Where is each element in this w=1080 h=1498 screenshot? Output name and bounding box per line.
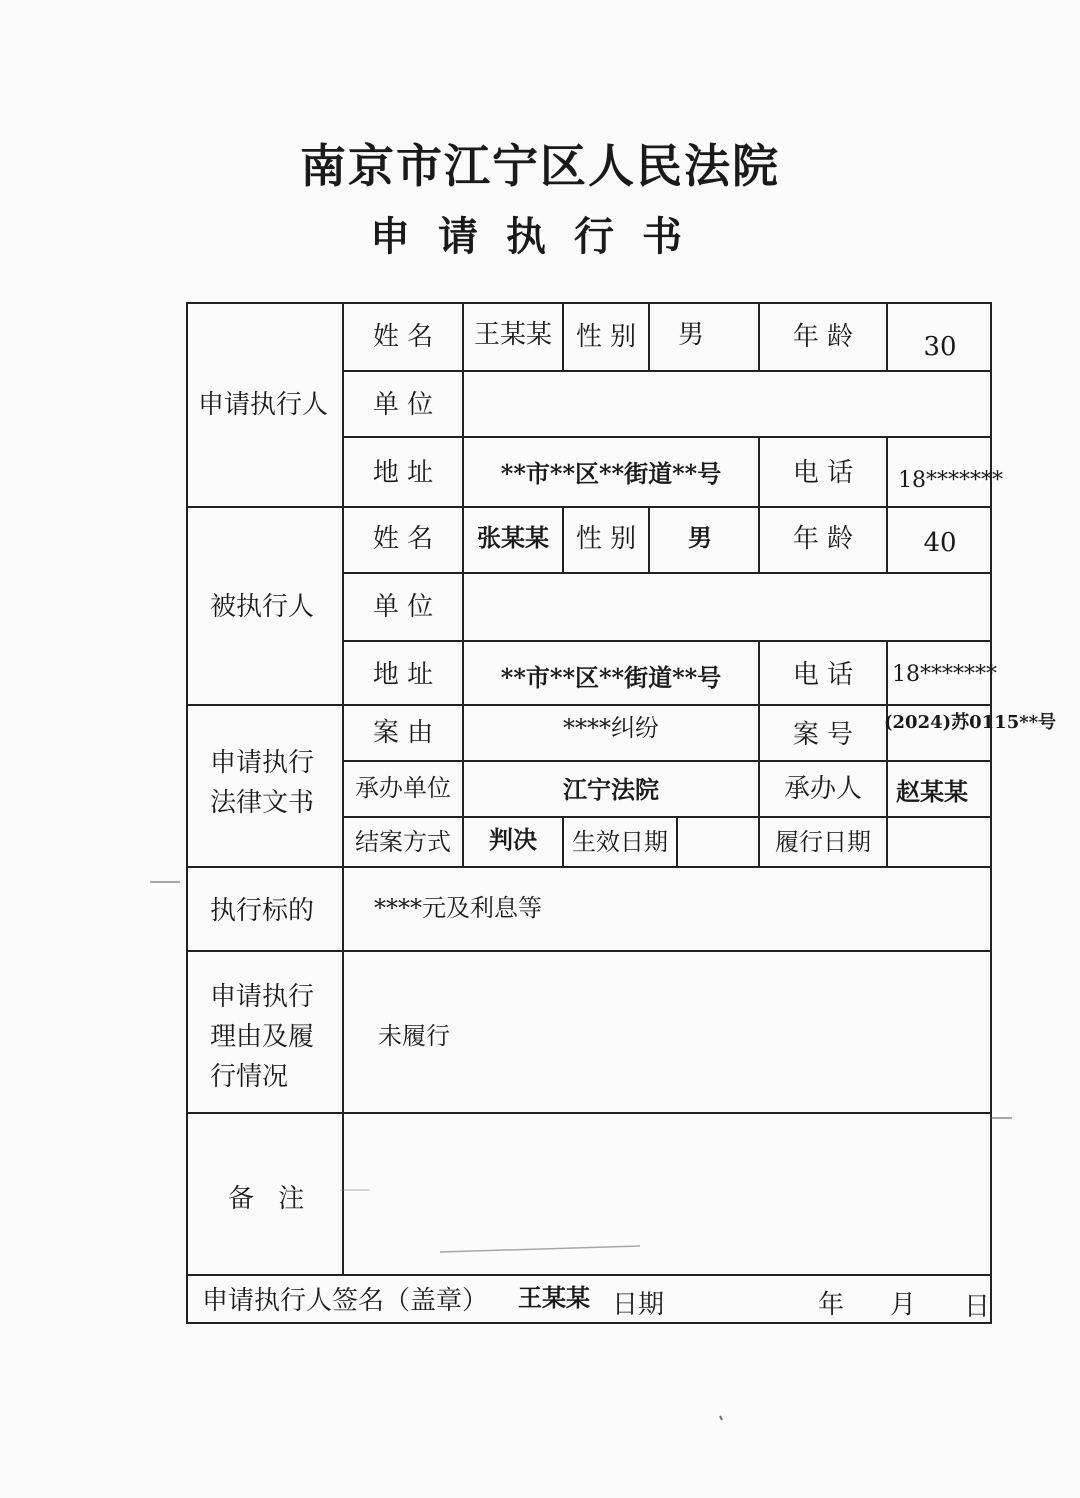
case-number: (2024)苏0115**号: [884, 712, 1057, 733]
applicant-address-label: 地 址: [372, 458, 434, 488]
applicant-name-label: 姓 名: [372, 322, 434, 352]
signature-date-label: 日期: [612, 1290, 665, 1320]
applicant-sex-label: 性 别: [575, 322, 637, 352]
closing-method-label: 结案方式: [355, 828, 451, 856]
applicant-sex: 男: [678, 320, 705, 350]
remark-label: 备 注: [228, 1184, 313, 1214]
applicant-age: 30: [923, 332, 957, 362]
reason-label-3: 行情况: [210, 1062, 289, 1092]
applicant-phone: 18*******: [898, 468, 1003, 493]
signature-name: 王某某: [518, 1283, 590, 1312]
reason-label-2: 理由及履: [210, 1022, 315, 1052]
case-cause-label: 案 由: [372, 718, 434, 748]
applicant-section-label: 申请执行人: [198, 390, 329, 420]
respondent-name: 张某某: [477, 523, 549, 552]
applicant-name: 王某某: [473, 320, 552, 350]
handler: 赵某某: [896, 777, 968, 806]
respondent-phone-label: 电 话: [792, 660, 854, 690]
subject-label: 执行标的: [210, 896, 315, 926]
reason-label-1: 申请执行: [210, 982, 315, 1012]
respondent-phone: 18*******: [892, 662, 997, 687]
respondent-address: **市**区**街道**号: [500, 663, 722, 692]
signature-day: 日: [964, 1292, 991, 1322]
effective-date-label: 生效日期: [572, 828, 668, 856]
respondent-age-label: 年 龄: [792, 524, 854, 554]
subject-value: ****元及利息等: [374, 894, 542, 922]
respondent-section-label: 被执行人: [210, 592, 315, 622]
court-title: 南京市江宁区人民法院: [300, 139, 780, 193]
perform-date-label: 履行日期: [775, 828, 871, 856]
applicant-phone-label: 电 话: [792, 458, 854, 488]
legal-doc-section-label-1: 申请执行: [210, 748, 315, 778]
respondent-address-label: 地 址: [372, 660, 434, 690]
respondent-sex: 男: [688, 523, 712, 552]
closing-method: 判决: [489, 825, 537, 854]
respondent-age: 40: [923, 528, 957, 558]
respondent-unit-label: 单 位: [372, 592, 434, 622]
applicant-age-label: 年 龄: [792, 322, 854, 352]
legal-doc-section-label-2: 法律文书: [210, 788, 315, 818]
handling-unit-label: 承办单位: [355, 774, 451, 802]
signature-year: 年: [818, 1290, 845, 1320]
signature-month: 月: [890, 1290, 917, 1320]
respondent-sex-label: 性 别: [575, 524, 637, 554]
case-cause: ****纠纷: [563, 714, 659, 742]
applicant-address: **市**区**街道**号: [500, 459, 722, 488]
handling-unit: 江宁法院: [563, 775, 659, 804]
reason-value: 未履行: [378, 1022, 450, 1050]
handler-label: 承办人: [783, 774, 862, 804]
applicant-unit-label: 单 位: [372, 390, 434, 420]
respondent-name-label: 姓 名: [372, 524, 434, 554]
signature-label: 申请执行人签名（盖章）: [202, 1286, 489, 1316]
document-title: 申请执行书: [370, 214, 710, 260]
case-number-label: 案 号: [792, 720, 854, 750]
